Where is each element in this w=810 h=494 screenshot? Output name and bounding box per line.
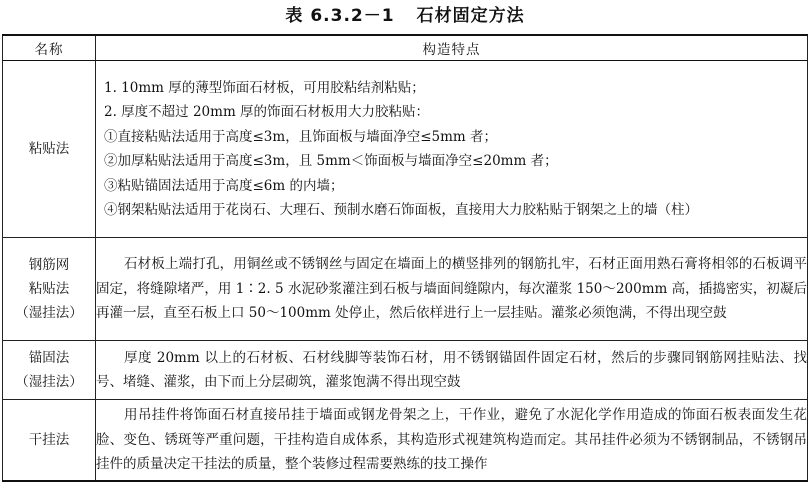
- method-description: [96, 61, 808, 238]
- table-number: 表 6.3.2－1: [285, 6, 395, 26]
- method-name-line: 粘贴法: [28, 281, 70, 297]
- method-description: 用吊挂件将饰面石材直接吊挂于墙面或钢龙骨架之上，干作业，避免了水泥化学作用造成的饰面石板表面发生花脸、变色、锈斑等严重问题，干挂构造自成体系，其构造形式视建筑构造而定。其吊挂件必须为不锈钢制品，不锈钢吊挂件的质量决定干挂法的质量，整个装修过程需要熟练的技工操作: [96, 400, 808, 482]
- header-row: [3, 35, 808, 61]
- method-name-line: （湿挂法）: [15, 305, 83, 321]
- description-line: ④钢架粘贴法适用于花岗石、大理石、预制水磨石饰面板，直接用大力胶粘贴于钢架之上的墙（柱）: [104, 202, 698, 218]
- method-description: 厚度 20mm 以上的石材板、石材线脚等装饰石材，用不锈钢锚固件固定石材，然后的步骤同钢筋网挂贴法、找号、堵缝、灌浆，由下而上分层砌筑，灌浆饱满不得出现空鼓: [96, 341, 808, 400]
- method-name-line: 干挂法: [28, 432, 70, 448]
- table-row: [3, 61, 808, 238]
- header-name: 名称: [3, 35, 96, 61]
- description-line: ③粘贴锚固法适用于高度≤6m 的内墙；: [104, 177, 344, 194]
- description-line: ①直接粘贴法适用于高度≤3m，且饰面板与墙面净空≤5mm 者；: [104, 128, 497, 145]
- method-name-line: 钢筋网: [28, 257, 70, 273]
- stone-fixing-methods-table: [2, 34, 808, 482]
- method-name-line: 锚固法: [28, 350, 70, 366]
- description-line: 1. 10mm 厚的薄型饰面石材板，可用胶粘结剂粘贴；: [104, 79, 425, 96]
- method-name: [3, 61, 96, 238]
- method-name: [3, 238, 96, 341]
- table-caption: [0, 0, 810, 32]
- description-line: ②加厚粘贴法适用于高度≤3m，且 5mm＜饰面板与墙面净空≤20mm 者；: [104, 153, 558, 169]
- method-name: [3, 341, 96, 400]
- table-title: 石材固定方法: [416, 6, 525, 26]
- method-name-line: （湿挂法）: [15, 374, 83, 390]
- header-construction-features: 构造特点: [96, 35, 808, 61]
- table-row: [3, 400, 808, 482]
- method-name: [3, 400, 96, 482]
- method-description: 石材板上端打孔，用铜丝或不锈钢丝与固定在墙面上的横竖排列的钢筋扎牢，石材正面用熟石膏将相邻的石板调平固定，将缝隙堵严，用 1∶2. 5 水泥砂浆灌注到石板与墙面间缝隙内，每次灌浆 150～200mm 高，插捣密实，初凝后再灌一层，直至石板上口 50～100mm 处停止，然后依样进行上一层挂贴。灌浆必须饱满，不得出现空鼓: [96, 238, 808, 341]
- method-name-line: 粘贴法: [28, 141, 70, 157]
- table-row: [3, 238, 808, 341]
- table-row: [3, 341, 808, 400]
- description-line: 2. 厚度不超过 20mm 厚的饰面石材板用大力胶粘贴：: [104, 104, 430, 120]
